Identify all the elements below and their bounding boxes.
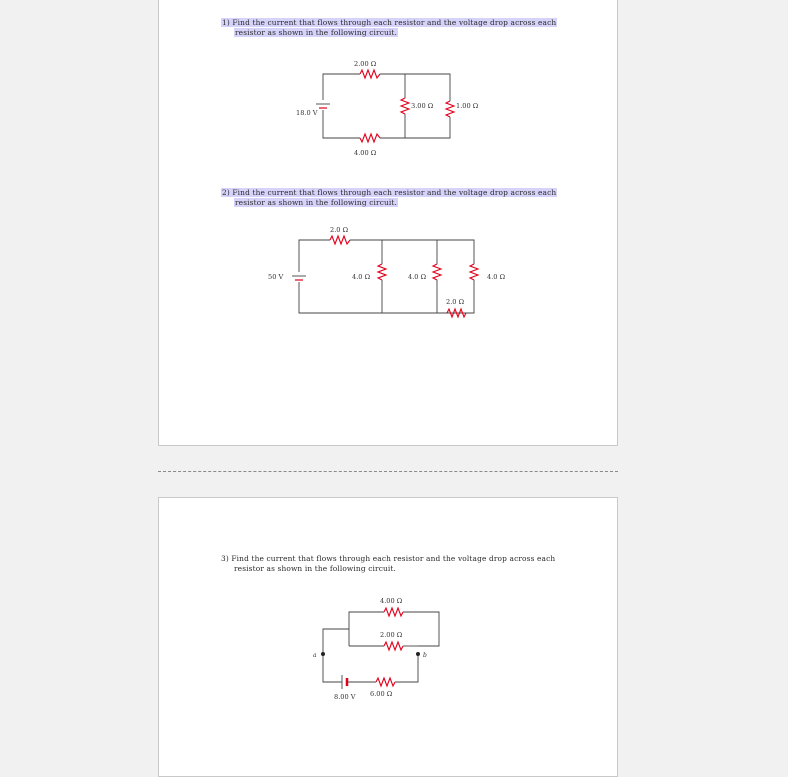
circuit-3-label-r-bottom: 6.00 Ω (370, 690, 393, 698)
circuit-3-wire (395, 654, 418, 682)
circuit-3-wire (349, 612, 384, 646)
question-2-line-1: 2) Find the current that flows through each resistor and the voltage drop across each (222, 188, 557, 197)
circuit-1-label-r-right: 1.00 Ω (456, 102, 479, 110)
circuit-1-label-r-bottom: 4.00 Ω (354, 149, 377, 157)
circuit-2-label-r-c: 4.0 Ω (487, 273, 506, 281)
circuit-2-label-r-a: 4.0 Ω (352, 273, 371, 281)
question-2-line-2: resistor as shown in the following circuit. (235, 198, 398, 207)
circuit-3-node-a-dot (321, 652, 325, 656)
circuit-3-resistor-mid (384, 642, 403, 650)
circuit-3-node-b-dot (416, 652, 420, 656)
circuit-1-label-r-mid: 3.00 Ω (411, 102, 434, 110)
circuit-2-label-r-top: 2.0 Ω (330, 226, 349, 234)
circuit-2-label-battery: 50 V (268, 273, 284, 281)
circuit-3-resistor-bottom (376, 678, 395, 686)
circuit-2-label-r-bottom: 2.0 Ω (446, 298, 465, 306)
circuit-3-resistor-top (384, 608, 403, 616)
circuit-3-label-r-top: 4.00 Ω (380, 597, 403, 605)
circuit-2-label-r-b: 4.0 Ω (408, 273, 427, 281)
circuit-3-wire (403, 612, 439, 646)
question-1-line-1: 1) Find the current that flows through each resistor and the voltage drop across each (222, 18, 557, 27)
circuit-3-label-r-mid: 2.00 Ω (380, 631, 403, 639)
question-3-line-1: 3) Find the current that flows through each resistor and the voltage drop across each (221, 554, 556, 563)
circuit-3-label-battery: 8.00 V (334, 693, 356, 701)
question-3-line-2: resistor as shown in the following circuit. (234, 564, 397, 573)
circuit-1-label-battery: 18.0 V (296, 109, 318, 117)
circuit-1-label-r-top: 2.00 Ω (354, 60, 377, 68)
circuit-3-label-node-b: b (423, 652, 427, 659)
question-1-line-2: resistor as shown in the following circuit. (235, 28, 398, 37)
circuit-3-wire (323, 654, 342, 682)
circuit-3-wire (323, 629, 349, 654)
circuit-3-label-node-a: a (313, 652, 317, 659)
